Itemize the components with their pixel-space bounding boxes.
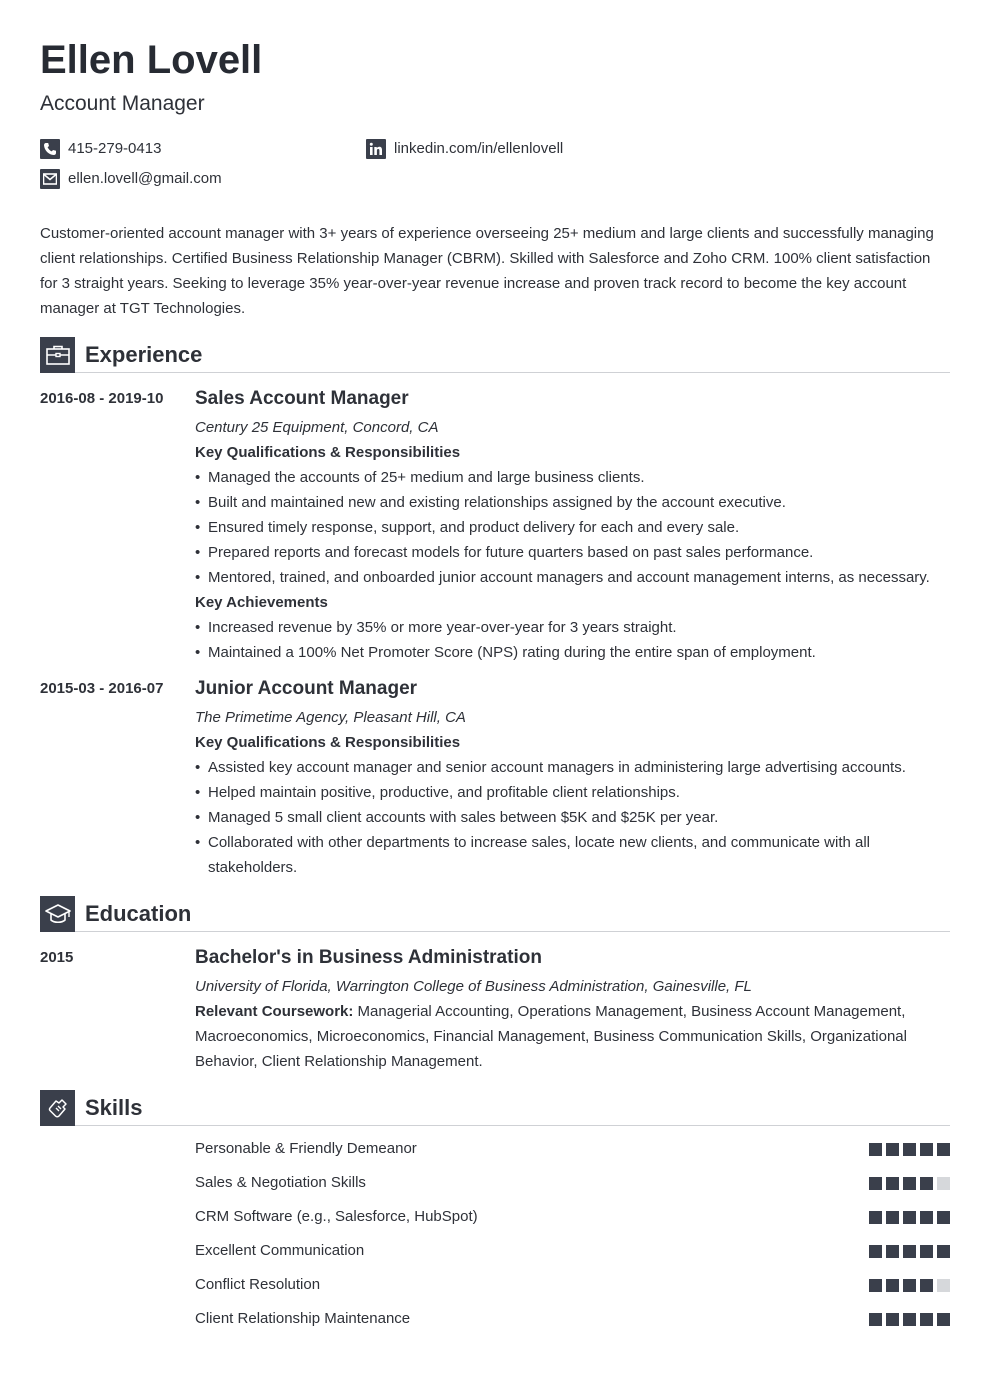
- rating-dot-filled: [869, 1143, 882, 1156]
- skill-row: [195, 1204, 950, 1238]
- rating-dot-filled: [869, 1279, 882, 1292]
- coursework-label: Relevant Coursework:: [195, 1003, 354, 1020]
- experience-heading: Experience: [85, 342, 203, 367]
- list-item: • Built and maintained new and existing relationships assigned by the account executive.: [195, 490, 950, 515]
- rating-dot-filled: [886, 1211, 899, 1224]
- skill-rating: [869, 1143, 950, 1156]
- skill-rating: [869, 1279, 950, 1292]
- section-divider: [75, 1125, 950, 1126]
- rating-dot-filled: [886, 1313, 899, 1326]
- briefcase-icon: [40, 337, 75, 373]
- email-text[interactable]: ellen.lovell@gmail.com: [68, 170, 222, 187]
- degree-title: Bachelor's in Business Administration: [195, 947, 542, 968]
- list-item: • Increased revenue by 35% or more year-over-year for 3 years straight.: [195, 615, 950, 640]
- rating-dot-filled: [920, 1211, 933, 1224]
- rating-dot-filled: [920, 1177, 933, 1190]
- contact-email[interactable]: [40, 169, 222, 189]
- candidate-name: Ellen Lovell: [40, 38, 263, 82]
- profile-summary: Customer-oriented account manager with 3+ years of experience overseeing 25+ medium and large clients and successfully managing client relationships. Certified Business Relationship Manager (CBRM). Skilled with Salesforce and Zoho CRM. 100% client satisfaction for 3 straight years. Seeking to leverage 35% year-over-year revenue increase and proven track record to become the key account manager at TGT Technologies.: [40, 225, 934, 317]
- qualifications-heading: Key Qualifications & Responsibilities: [195, 444, 461, 461]
- rating-dot-filled: [903, 1143, 916, 1156]
- rating-dot-filled: [903, 1279, 916, 1292]
- contact-phone: [40, 139, 161, 159]
- section-divider: [75, 372, 950, 373]
- job-company: The Primetime Agency, Pleasant Hill, CA: [195, 709, 466, 726]
- education-heading: Education: [85, 901, 192, 926]
- phone-text: 415-279-0413: [68, 140, 162, 157]
- job-company: Century 25 Equipment, Concord, CA: [195, 419, 439, 436]
- list-item: • Maintained a 100% Net Promoter Score (NPS) rating during the entire span of employment.: [195, 640, 950, 665]
- section-divider: [75, 931, 950, 932]
- skill-name: Excellent Communication: [195, 1242, 365, 1259]
- skill-rating: [869, 1245, 950, 1258]
- coursework-text: Managerial Accounting, Operations Management, Business Account Management, Macroeconomics, Microeconomics, Financial Management, Business Communication Skills, Organizational Behavior, Client Relationship Management.: [195, 1003, 907, 1070]
- skill-row: [195, 1238, 950, 1272]
- rating-dot-filled: [937, 1211, 950, 1224]
- rating-dot-filled: [869, 1211, 882, 1224]
- coursework: [195, 999, 950, 1074]
- qualifications-list: [195, 465, 950, 590]
- qualifications-list: [195, 755, 950, 880]
- rating-dot-filled: [886, 1143, 899, 1156]
- rating-dot-filled: [903, 1245, 916, 1258]
- skill-row: [195, 1170, 950, 1204]
- candidate-title: Account Manager: [40, 92, 205, 115]
- rating-dot-filled: [886, 1245, 899, 1258]
- graduation-cap-icon: [40, 896, 75, 932]
- rating-dot-filled: [937, 1245, 950, 1258]
- rating-dot-filled: [920, 1245, 933, 1258]
- skill-name: Client Relationship Maintenance: [195, 1310, 411, 1327]
- skill-name: Sales & Negotiation Skills: [195, 1174, 366, 1191]
- skill-rating: [869, 1177, 950, 1190]
- rating-dot-filled: [903, 1177, 916, 1190]
- rating-dot-filled: [869, 1313, 882, 1326]
- job-title: Sales Account Manager: [195, 388, 409, 409]
- phone-icon: [40, 139, 60, 159]
- linkedin-icon: [366, 139, 386, 159]
- graduation-year: 2015: [40, 949, 74, 966]
- skills-section-header: [40, 1090, 950, 1126]
- skills-list: [195, 1136, 950, 1340]
- skill-row: [195, 1306, 950, 1340]
- rating-dot-filled: [937, 1313, 950, 1326]
- list-item: • Managed the accounts of 25+ medium and large business clients.: [195, 465, 950, 490]
- list-item: • Mentored, trained, and onboarded junior account managers and account management interns, as necessary.: [195, 565, 950, 590]
- rating-dot-filled: [920, 1143, 933, 1156]
- contact-linkedin[interactable]: [366, 139, 563, 159]
- rating-dot-filled: [920, 1279, 933, 1292]
- skill-row: [195, 1272, 950, 1306]
- skill-name: Personable & Friendly Demeanor: [195, 1140, 417, 1157]
- skill-rating: [869, 1211, 950, 1224]
- rating-dot-filled: [886, 1177, 899, 1190]
- envelope-icon: [40, 169, 60, 189]
- list-item: • Helped maintain positive, productive, and profitable client relationships.: [195, 780, 950, 805]
- rating-dot-filled: [937, 1143, 950, 1156]
- list-item: • Collaborated with other departments to increase sales, locate new clients, and communicate with all stakeholders.: [195, 830, 888, 880]
- qualifications-heading: Key Qualifications & Responsibilities: [195, 734, 461, 751]
- list-item: • Ensured timely response, support, and product delivery for each and every sale.: [195, 515, 950, 540]
- skill-name: Conflict Resolution: [195, 1276, 321, 1293]
- rating-dot-empty: [937, 1279, 950, 1292]
- experience-section-header: [40, 337, 950, 373]
- skill-row: [195, 1136, 950, 1170]
- rating-dot-filled: [869, 1245, 882, 1258]
- skills-heading: Skills: [85, 1095, 143, 1120]
- achievements-list: [195, 615, 950, 665]
- linkedin-text[interactable]: linkedin.com/in/ellenlovell: [394, 140, 564, 157]
- job-title: Junior Account Manager: [195, 678, 418, 699]
- list-item: • Prepared reports and forecast models for future quarters based on past sales performance.: [195, 540, 950, 565]
- education-section-header: [40, 896, 950, 932]
- handshake-icon: [40, 1090, 75, 1126]
- skill-name: CRM Software (e.g., Salesforce, HubSpot): [195, 1208, 478, 1225]
- list-item: • Managed 5 small client accounts with sales between $5K and $25K per year.: [195, 805, 950, 830]
- skill-rating: [869, 1313, 950, 1326]
- rating-dot-filled: [869, 1177, 882, 1190]
- rating-dot-filled: [903, 1211, 916, 1224]
- list-item: • Assisted key account manager and senior account managers in administering large advertising accounts.: [195, 755, 950, 780]
- job-dates: 2016-08 - 2019-10: [40, 390, 164, 407]
- rating-dot-empty: [937, 1177, 950, 1190]
- achievements-heading: Key Achievements: [195, 594, 328, 611]
- rating-dot-filled: [920, 1313, 933, 1326]
- school-name: University of Florida, Warrington College of Business Administration, Gainesville, FL: [195, 978, 752, 995]
- rating-dot-filled: [903, 1313, 916, 1326]
- job-dates: 2015-03 - 2016-07: [40, 680, 164, 697]
- rating-dot-filled: [886, 1279, 899, 1292]
